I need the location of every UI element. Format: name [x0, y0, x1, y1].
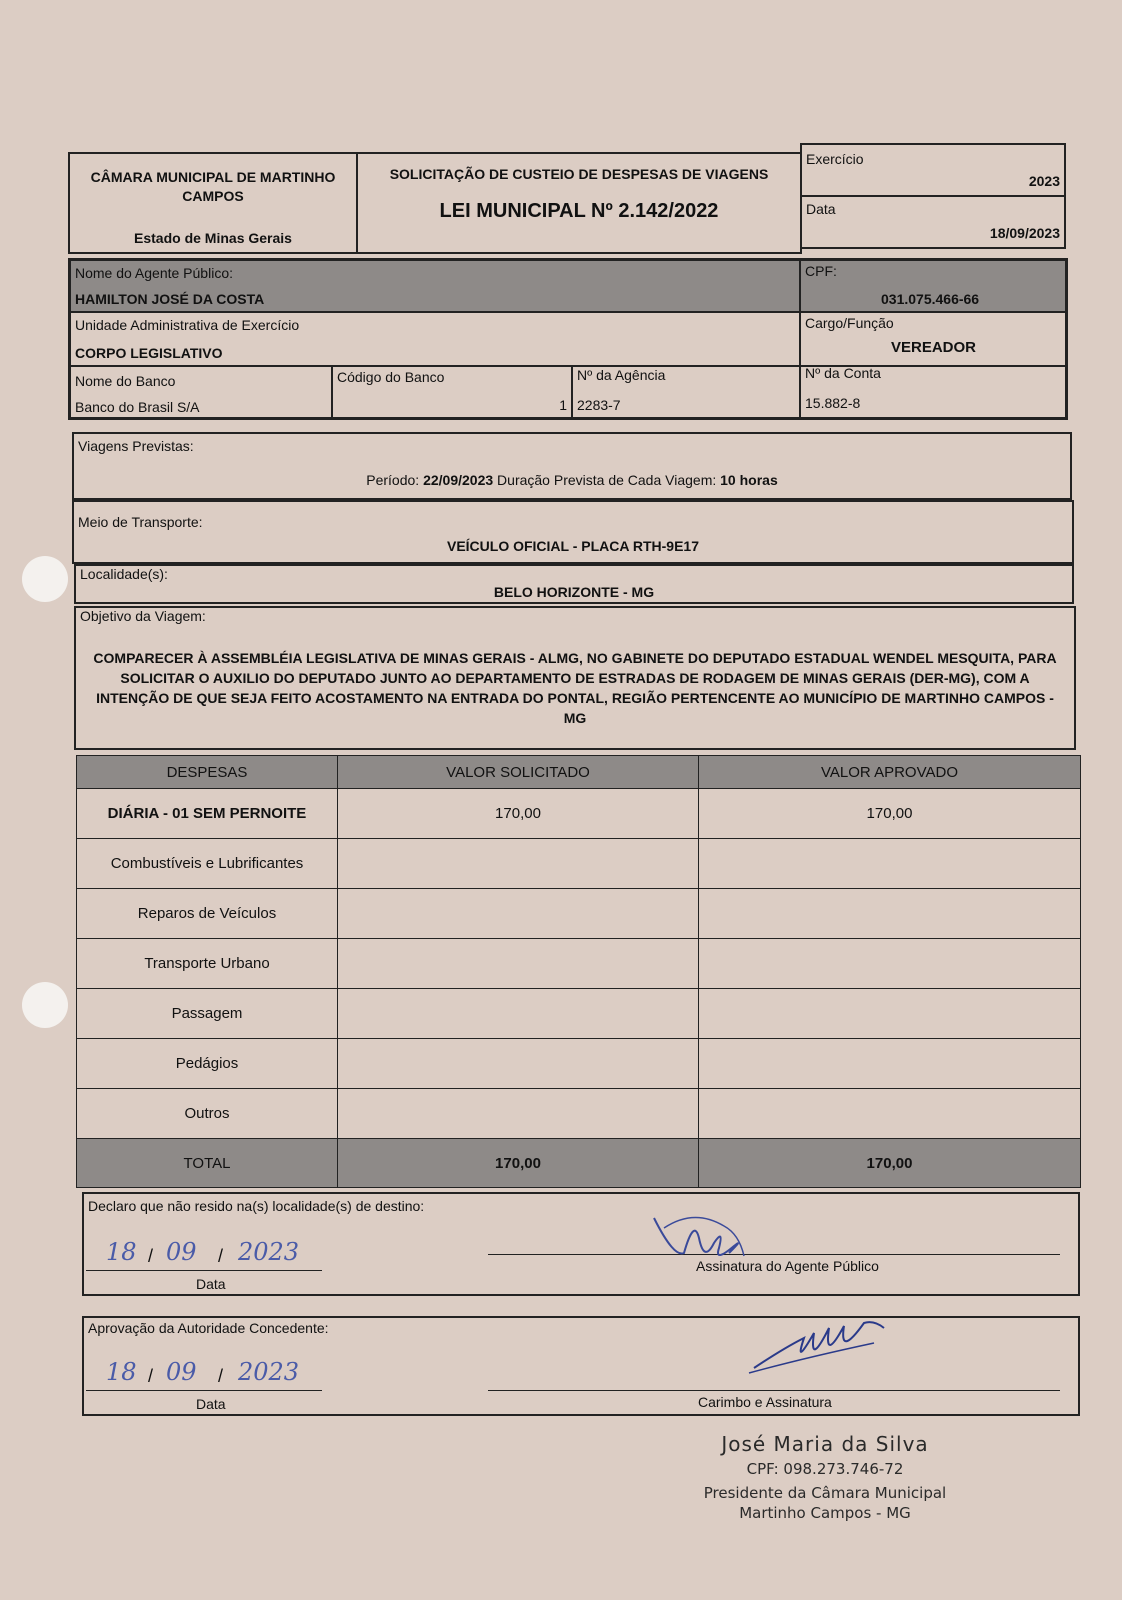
date-line: [86, 1390, 322, 1391]
cpf-cell: [800, 260, 1066, 312]
stamp-name: José Maria da Silva: [721, 1432, 929, 1456]
data-label: Data: [806, 201, 836, 217]
nome-value: HAMILTON JOSÉ DA COSTA: [75, 291, 265, 307]
periodo-line: [74, 472, 1070, 488]
expense-name: Reparos de Veículos: [77, 889, 338, 939]
agencia-cell: [572, 366, 800, 418]
expense-aprovado: [699, 889, 1081, 939]
approval-text: Aprovação da Autoridade Concedente:: [88, 1320, 329, 1336]
expenses-header-row: [77, 756, 1081, 789]
expense-solicitado: [338, 989, 699, 1039]
expense-name: Transporte Urbano: [77, 939, 338, 989]
col-solicitado: VALOR SOLICITADO: [338, 756, 699, 789]
expense-aprovado: [699, 939, 1081, 989]
table-row: [77, 1089, 1081, 1139]
exercicio-label: Exercício: [806, 151, 864, 167]
nome-label: Nome do Agente Público:: [75, 265, 233, 281]
header-camara-box: [68, 152, 358, 254]
declaration-data-label: Data: [196, 1276, 226, 1292]
conta-value: 15.882-8: [805, 395, 861, 411]
table-row: [77, 789, 1081, 839]
date-separator: /: [148, 1246, 154, 1266]
expense-name: DIÁRIA - 01 SEM PERNOITE: [77, 789, 338, 839]
table-row: [77, 989, 1081, 1039]
expenses-table: [76, 755, 1081, 1188]
data-value: 18/09/2023: [989, 225, 1060, 241]
expense-solicitado: [338, 1089, 699, 1139]
codigo-value: 1: [559, 397, 567, 413]
date-separator: /: [218, 1246, 224, 1266]
duracao-label: Duração Prevista de Cada Viagem:: [497, 472, 717, 488]
declaration-box: [82, 1192, 1080, 1296]
approval-date-year: 2023: [238, 1358, 300, 1386]
unidade-value: CORPO LEGISLATIVO: [75, 345, 223, 361]
periodo-value: 22/09/2023: [423, 472, 494, 488]
stamp-role: Presidente da Câmara Municipal: [703, 1484, 947, 1502]
expense-solicitado: [338, 889, 699, 939]
meio-box: [72, 500, 1074, 564]
authority-signature-icon: [744, 1308, 894, 1388]
expense-aprovado: [699, 839, 1081, 889]
approval-data-label: Data: [196, 1396, 226, 1412]
table-row: [77, 839, 1081, 889]
periodo-label: Período:: [366, 472, 420, 488]
expense-name: Outros: [77, 1089, 338, 1139]
authority-signature-label: Carimbo e Assinatura: [698, 1394, 832, 1410]
camara-name: CÂMARA MUNICIPAL DE MARTINHO CAMPOS: [90, 169, 336, 204]
conta-label: Nº da Conta: [805, 365, 881, 381]
approval-date-month: 09: [166, 1358, 197, 1386]
unidade-cell: [70, 312, 800, 366]
expense-solicitado: [338, 1039, 699, 1089]
date-line: [86, 1270, 322, 1271]
date-separator: /: [218, 1366, 224, 1386]
agent-info-box: [68, 258, 1068, 420]
exercicio-value: 2023: [1028, 173, 1060, 189]
date-separator: /: [148, 1366, 154, 1386]
total-row: [77, 1139, 1081, 1188]
signature-line: [488, 1390, 1060, 1391]
meio-value: VEÍCULO OFICIAL - PLACA RTH-9E17: [446, 538, 700, 554]
expense-solicitado: [338, 839, 699, 889]
expense-name: Combustíveis e Lubrificantes: [77, 839, 338, 889]
codigo-cell: [332, 366, 572, 418]
col-aprovado: VALOR APROVADO: [699, 756, 1081, 789]
punch-hole: [22, 982, 68, 1028]
punch-hole: [22, 556, 68, 602]
solicitacao-title: SOLICITAÇÃO DE CUSTEIO DE DESPESAS DE VIAGENS: [389, 166, 769, 182]
approval-box: [82, 1316, 1080, 1416]
meio-label: Meio de Transporte:: [78, 514, 203, 530]
localidade-value: BELO HORIZONTE - MG: [493, 584, 655, 600]
total-label: TOTAL: [77, 1139, 338, 1188]
duracao-value: 10 horas: [720, 472, 778, 488]
expense-solicitado: 170,00: [338, 789, 699, 839]
total-solicitado: 170,00: [338, 1139, 699, 1188]
declaration-text: Declaro que não resido na(s) localidade(s) de destino:: [88, 1198, 425, 1214]
banco-cell: [70, 366, 332, 418]
cpf-value: 031.075.466-66: [881, 291, 980, 307]
stamp-cpf: CPF: 098.273.746-72: [746, 1460, 904, 1478]
table-row: [77, 1039, 1081, 1089]
expense-aprovado: [699, 1039, 1081, 1089]
expense-aprovado: [699, 1089, 1081, 1139]
objetivo-value: COMPARECER À ASSEMBLÉIA LEGISLATIVA DE MINAS GERAIS - ALMG, NO GABINETE DO DEPUTADO ESTADUAL WENDEL MESQUITA, PARA SOLICITAR O AUXILIO DO DEPUTADO JUNTO AO DEPARTAMENTO DE ESTRADAS DE RODAGEM DE MINAS GERAIS (DER-MG), COM A INTENÇÃO DE QUE SEJA FEITO ACOSTAMENTO NA ENTRADA DO PONTAL, REGIÃO PERTENCENTE AO MUNICÍPIO DE MARTINHO CAMPOS - MG: [93, 650, 1057, 726]
cargo-label: Cargo/Função: [805, 315, 894, 331]
conta-cell: [800, 366, 1066, 418]
signature-line: [488, 1254, 1060, 1255]
declaration-date-month: 09: [166, 1238, 197, 1266]
viagens-label: Viagens Previstas:: [78, 438, 194, 454]
header-title-box: [356, 152, 802, 254]
cargo-value: VEREADOR: [891, 339, 977, 356]
objetivo-box: [74, 606, 1076, 750]
banco-label: Nome do Banco: [75, 373, 176, 389]
expense-solicitado: [338, 939, 699, 989]
unidade-label: Unidade Administrativa de Exercício: [75, 317, 300, 333]
expense-aprovado: [699, 989, 1081, 1039]
cargo-cell: [800, 312, 1066, 366]
agent-signature-label: Assinatura do Agente Público: [696, 1258, 879, 1274]
viagens-box: [72, 432, 1072, 500]
nome-cell: [70, 260, 800, 312]
agencia-value: 2283-7: [577, 397, 621, 413]
lei-title: LEI MUNICIPAL Nº 2.142/2022: [439, 200, 719, 222]
expense-name: Passagem: [77, 989, 338, 1039]
banco-value: Banco do Brasil S/A: [75, 399, 200, 415]
total-aprovado: 170,00: [699, 1139, 1081, 1188]
table-row: [77, 939, 1081, 989]
estado-name: Estado de Minas Gerais: [134, 230, 292, 246]
declaration-date-year: 2023: [238, 1238, 300, 1266]
col-despesas: DESPESAS: [77, 756, 338, 789]
approval-date-day: 18: [106, 1358, 137, 1386]
localidade-label: Localidade(s):: [80, 566, 168, 582]
table-row: [77, 889, 1081, 939]
expense-aprovado: 170,00: [699, 789, 1081, 839]
cpf-label: CPF:: [805, 263, 837, 279]
declaration-date-day: 18: [106, 1238, 137, 1266]
data-box: [800, 195, 1066, 249]
agencia-label: Nº da Agência: [577, 367, 666, 383]
codigo-label: Código do Banco: [337, 369, 445, 385]
objetivo-label: Objetivo da Viagem:: [80, 608, 206, 624]
exercicio-box: [800, 143, 1066, 197]
localidade-box: [74, 564, 1074, 604]
expense-name: Pedágios: [77, 1039, 338, 1089]
stamp-city: Martinho Campos - MG: [739, 1504, 911, 1522]
